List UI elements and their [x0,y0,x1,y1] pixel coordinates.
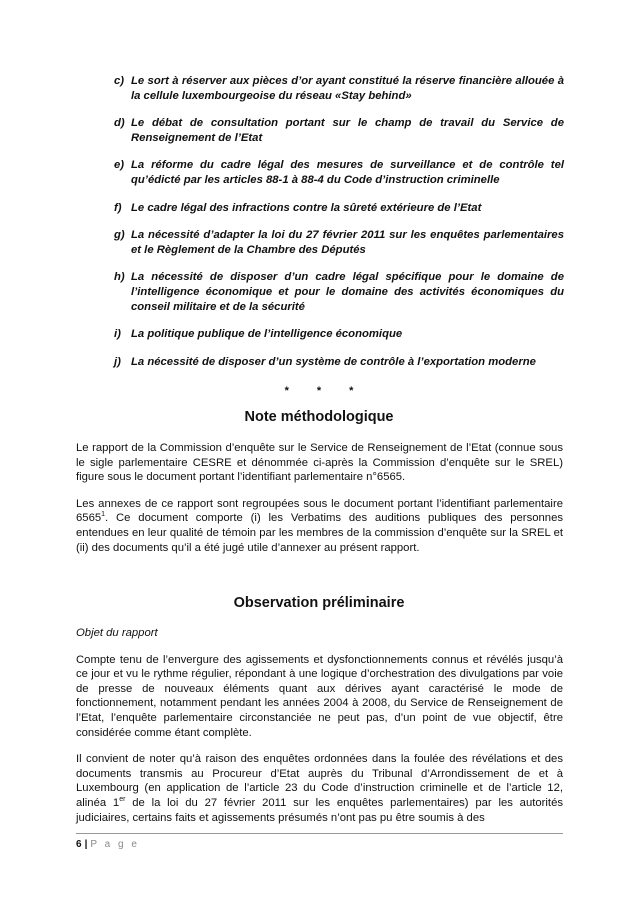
list-item-label: j) [114,355,121,368]
list-item-text: La politique publique de l’intelligence économique [131,328,403,341]
note-paragraph: Le rapport de la Commission d’enquête sur le Service de Renseignement de l’Etat (connue sous le sigle parlementaire CESRE et dénommée ci-après la Commission d’enquête sur le SREL) figure sous le document portant l’identifiant parlementaire n°6565. [76,442,563,484]
list-item [114,228,564,257]
list-item-text: La nécessité de disposer d’un cadre légal spécifique pour le domaine de l’intelligence économique et pour le domaine des activités économiques du conseil militaire et de la sécurité [131,271,564,313]
list-item-text: La nécessité de disposer d’un système de contrôle à l’exportation moderne [131,355,536,368]
list-item-text: La nécessité d’adapter la loi du 27 février 2011 sur les enquêtes parlementaires et le Règlement de la Chambre des Députés [131,229,564,256]
list-item-text: Le débat de consultation portant sur le champ de travail du Service de Renseignement de l’Etat [131,117,564,144]
list-item [114,270,564,314]
separator-star: * [349,385,354,397]
list-item-label: i) [114,328,121,341]
observation-paragraph: Il convient de noter qu’à raison des enquêtes ordonnées dans la foulée des révélations et des documents transmis au Procureur d’Etat auprès du Tribunal d’Arrondissement de et à Luxembourg (en application de l’article 23 du Code d’instruction criminelle et de l’article 12, alinéa 1er de la loi du 27 février 2011 sur les enquêtes parlementaires) par les autorités judiciaires, certains faits et agissements présumés n’ont pas pu être soumis à des [76,753,564,824]
list-item [114,74,564,103]
list-item [114,201,564,216]
observation-heading: Observation préliminaire [233,595,405,611]
note-heading: Note méthodologique [244,409,394,425]
list-item-label: d) [114,117,125,130]
note-paragraph: Les annexes de ce rapport sont regroupées sous le document portant l’identifiant parlementaire 6565$^1$. Ce document comporte (i) les Verbatims des auditions publiques des personnes entendues en leur qualité de témoin par les membres de la commission d’enquête sur la SREL et (ii) des documents qu’il a été jugé utile d’annexer au présent rapport. [76,497,563,554]
observation-paragraph: Compte tenu de l’envergure des agissements et dysfonctionnements connus et révélés jusqu’à ce jour et vu le rythme régulier, répondant à une logique d’orchestration des divulgations par voie de presse de nouveaux éléments quant aux dérives ayant caractérisé le mode de fonctionnement, notamment pendant les années 2004 à 2008, du Service de Renseignement de l’Etat, l’enquête parlementaire circonstanciée ne peut pas, d’un point de vue objectif, être considérée comme étant complète. [76,653,563,739]
list-item [114,327,564,342]
observation-subheading: Objet du rapport [76,627,158,639]
section-separator [0,385,638,397]
list-item [114,158,564,187]
list-item-label: e) [114,159,125,172]
observation-body [76,626,563,837]
list-item-text: Le sort à réserver aux pièces d’or ayant constitué la réserve financière allouée à la cellule luxembourgeoise du réseau «Stay behind» [131,75,564,102]
list-item-label: f) [114,201,122,214]
list-item-label: g) [114,229,125,242]
list-item-label: h) [114,271,125,284]
list-item [114,116,564,145]
footnote-ref[interactable]: 1 [101,511,106,519]
page-footer [76,839,139,850]
recommendation-list [114,74,564,382]
list-item-text: Le cadre légal des infractions contre la sûreté extérieure de l’Etat [131,201,482,214]
separator-star: * [316,385,322,397]
footer-divider [76,833,563,834]
note-body [76,441,563,567]
page-number: 6 [76,839,82,850]
separator-star: * [284,385,289,397]
list-item-text: La réforme du cadre légal des mesures de surveillance et de contrôle tel qu’édicté par les articles 88-1 à 88-4 du Code d’instruction criminelle [131,159,564,186]
list-item-label: c) [114,75,125,87]
footer-separator: | [84,839,88,850]
list-item [114,355,564,370]
page-label: P a g e [90,839,140,850]
ordinal-superscript: er [119,796,126,804]
